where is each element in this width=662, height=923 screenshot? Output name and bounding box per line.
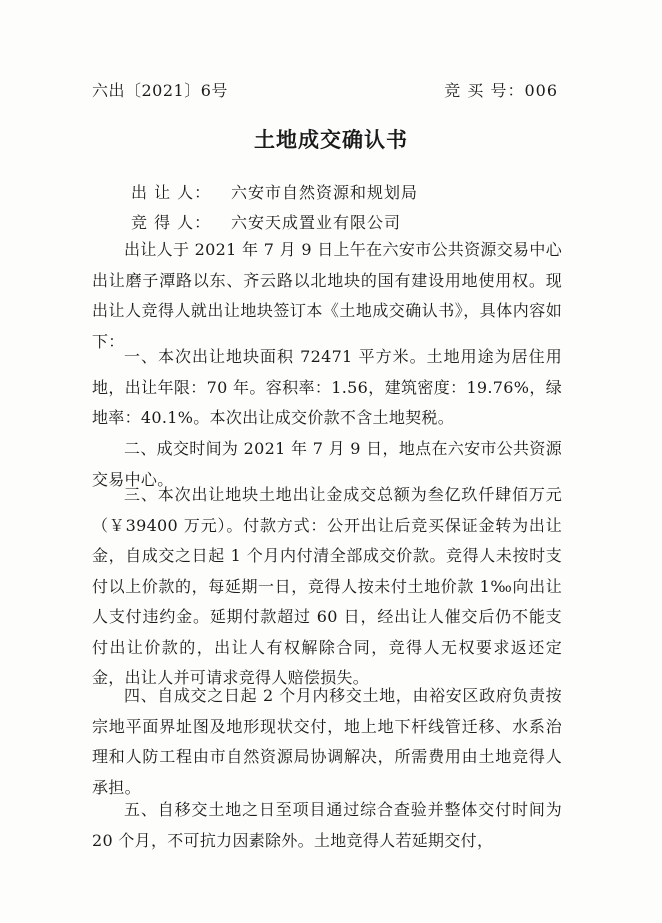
paragraph-text: 三、本次出让地块土地出让金成交总额为叁亿玖仟肆佰万元（￥39400 万元）。付款方式：公开出让后竞买保证金转为出让金，自成交之日起 1 个月内付清全部成交价款。竞得人未按时支付以上价款的，每延期一日，竞得人按未付土地价款 1‰向出让人支付违约金。延期付款超过 60 日，经出让人催交后仍不能支付出让价款的，出让人有权解除合同，竞得人无权要求返还定金，出让人并可请求竞得人赔偿损失。 (92, 485, 562, 687)
paragraph-clause-1 (92, 342, 562, 434)
seller-name: 六安市自然资源和规划局 (231, 183, 419, 202)
paragraph-text: 一、本次出让地块面积 72471 平方米。土地用途为居住用地，出让年限：70 年。容积率：1.56，建筑密度：19.76%，绿地率：40.1%。本次出让成交价款不含土地契税。 (92, 347, 562, 427)
paragraph-clause-3 (92, 480, 562, 694)
document-title: 土地成交确认书 (254, 127, 408, 152)
paragraph-clause-5 (92, 795, 562, 856)
paragraph-text: 出让人于 2021 年 7 月 9 日上午在六安市公共资源交易中心出让磨子潭路以东、齐云路以北地块的国有建设用地使用权。现出让人竞得人就出让地块签订本《土地成交确认书》，具体内容如下： (92, 240, 562, 351)
buyer-label: 竞 得 人： (131, 213, 212, 232)
paragraph-text: 五、自移交土地之日至项目通过综合查验并整体交付时间为 20 个月，不可抗力因素除外。土地竞得人若延期交付， (92, 800, 562, 850)
seller-line (131, 180, 418, 203)
seller-label: 出 让 人： (131, 183, 212, 202)
paragraph-intro (92, 235, 562, 357)
paragraph-clause-4 (92, 681, 562, 803)
paragraph-text: 四、自成交之日起 2 个月内移交土地，由裕安区政府负责按宗地平面界址图及地形现状交付，地上地下杆线管迁移、水系治理和人防工程由市自然资源局协调解决，所需费用由土地竞得人承担。 (92, 686, 562, 797)
buyer-line (131, 210, 401, 233)
buyer-name: 六安天成置业有限公司 (231, 213, 402, 232)
paragraph-text: 二、成交时间为 2021 年 7 月 9 日，地点在六安市公共资源交易中心。 (92, 439, 562, 489)
document-number: 六出〔2021〕6号 (92, 81, 228, 100)
bid-number: 竞 买 号：006 (444, 81, 558, 100)
